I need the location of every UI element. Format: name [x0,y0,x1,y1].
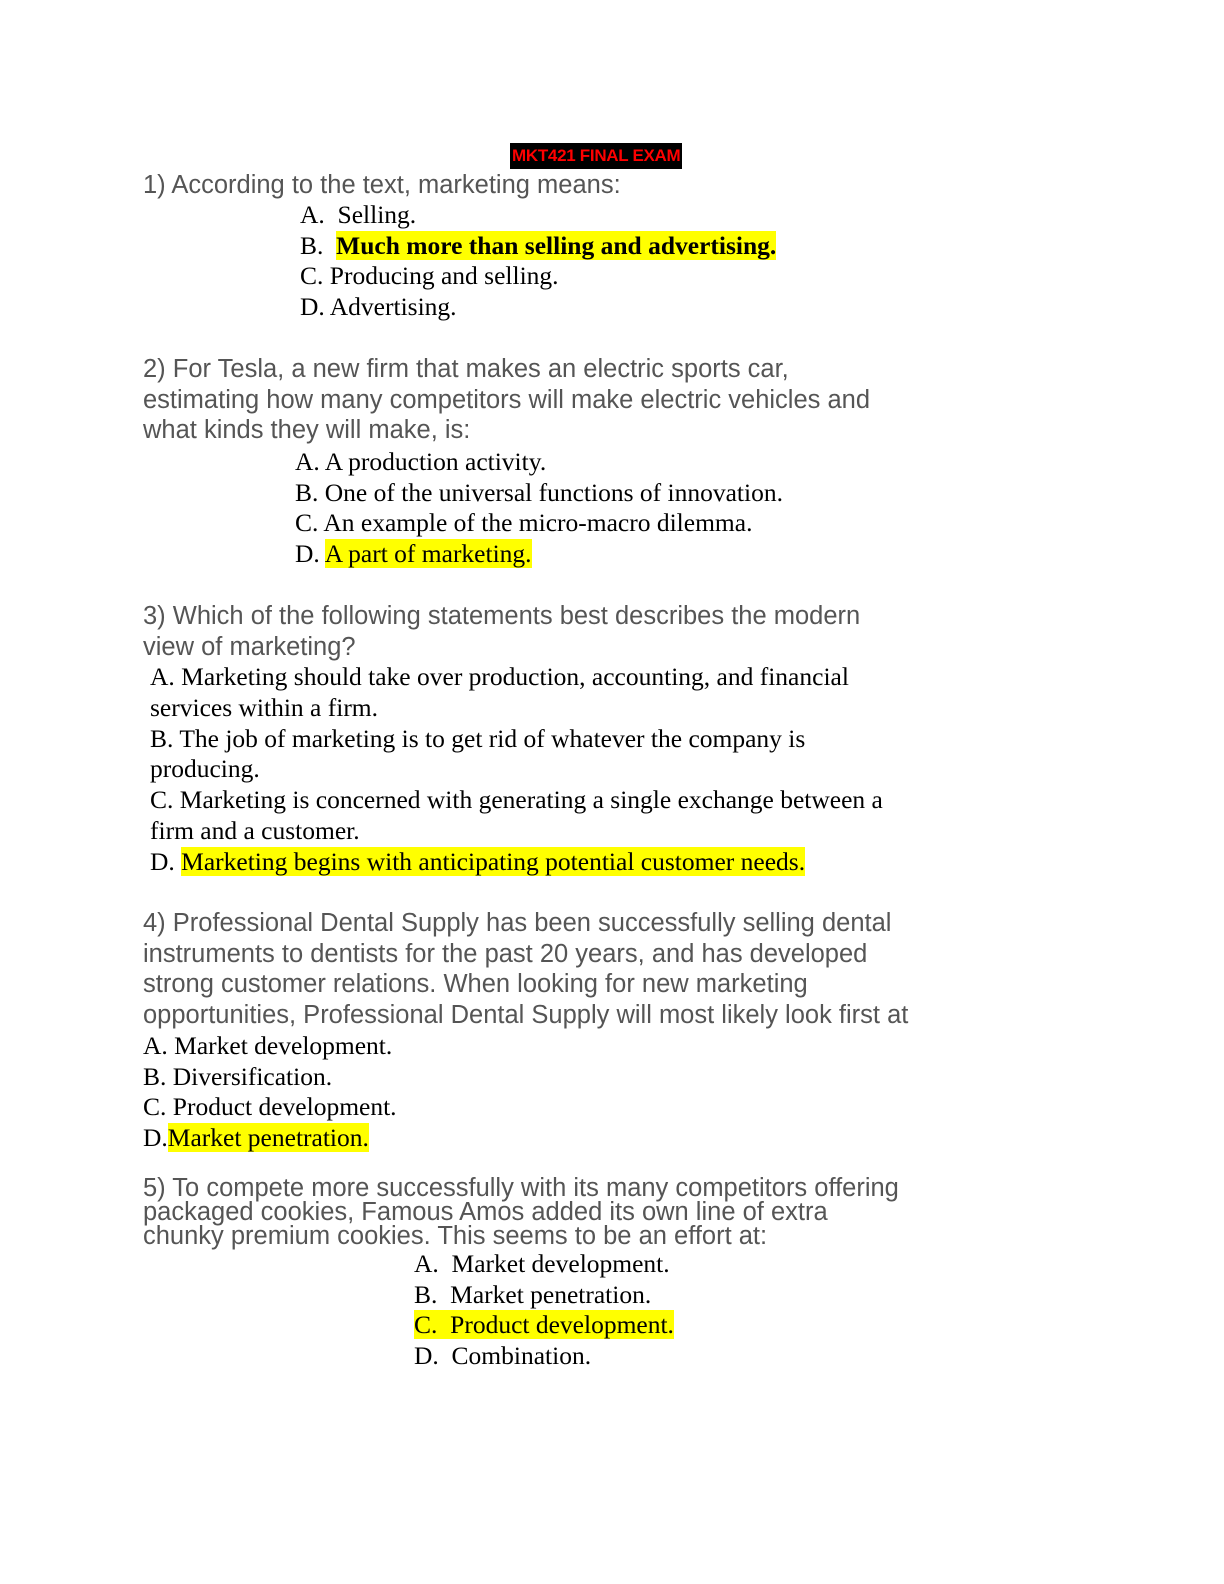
question-line: instruments to dentists for the past 20 years, and has developed [143,939,868,968]
question-line: what kinds they will make, is: [143,416,471,445]
highlighted-answer: Much more than selling and advertising. [336,230,777,260]
option-d: D. Marketing begins with anticipating potential customer needs. [150,846,806,876]
highlighted-answer: Market penetration. [167,1122,369,1152]
question-3-options [150,662,883,878]
option-b: B. One of the universal functions of innovation. [295,477,783,507]
question-line: estimating how many competitors will make electric vehicles and [143,385,871,414]
option-d: D. Combination. [414,1340,592,1370]
option-c: C. Product development. [143,1092,397,1122]
option-a: A. Selling. [300,200,417,229]
question-line: strong customer relations. When looking for new marketing [143,970,808,999]
option-b: B. The job of marketing is to get rid of whatever the company is producing. [150,723,806,784]
question-line: 4) Professional Dental Supply has been successfully selling dental [143,909,892,937]
option-d: D.Market penetration. [143,1122,369,1152]
question-line: view of marketing? [143,632,356,661]
question-1-options [300,200,776,322]
question-2-text [143,354,870,446]
option-c: C. Marketing is concerned with generating a single exchange between a firm and a customer. [150,785,883,845]
option-d: D. Advertising. [300,291,457,321]
option-a: A. A production activity. [295,447,547,476]
option-a: A. Market development. [414,1249,670,1278]
option-b: B. Much more than selling and advertising. [300,230,777,260]
option-c: C. An example of the micro-macro dilemma. [295,508,753,538]
question-line: 5) To compete more successfully with its many competitors offering [143,1174,899,1202]
option-c [414,1310,674,1341]
question-5-text [143,1176,899,1248]
question-4-text [143,908,908,1030]
option-a: A. Marketing should take over production, accounting, and financial services within a firm. [150,662,849,722]
question-line: 3) Which of the following statements best describes the modern [143,602,861,630]
question-line: opportunities, Professional Dental Supply will most likely look first at [143,1000,909,1029]
option-d: D. A part of marketing. [295,538,532,568]
question-line: 1) According to the text, marketing means: [143,171,621,199]
question-line: chunky premium cookies. This seems to be an effort at: [143,1222,768,1250]
highlighted-answer: Marketing begins with anticipating potential customer needs. [181,846,806,876]
question-line: 2) For Tesla, a new firm that makes an electric sports car, [143,355,789,383]
question-3-text [143,601,860,662]
question-2-options [295,447,783,569]
question-5-options [414,1249,674,1371]
option-b: B. Market penetration. [414,1279,652,1309]
question-1-text [143,170,621,201]
question-line: packaged cookies, Famous Amos added its own line of extra [143,1198,828,1226]
option-b: B. Diversification. [143,1061,333,1091]
option-a: A. Market development. [143,1031,393,1060]
highlighted-answer: A part of marketing. [324,538,532,568]
highlighted-answer: C. Product development. [414,1310,674,1340]
question-4-options [143,1031,397,1153]
option-c: C. Producing and selling. [300,261,559,291]
exam-title: MKT421 FINAL EXAM [510,143,682,169]
